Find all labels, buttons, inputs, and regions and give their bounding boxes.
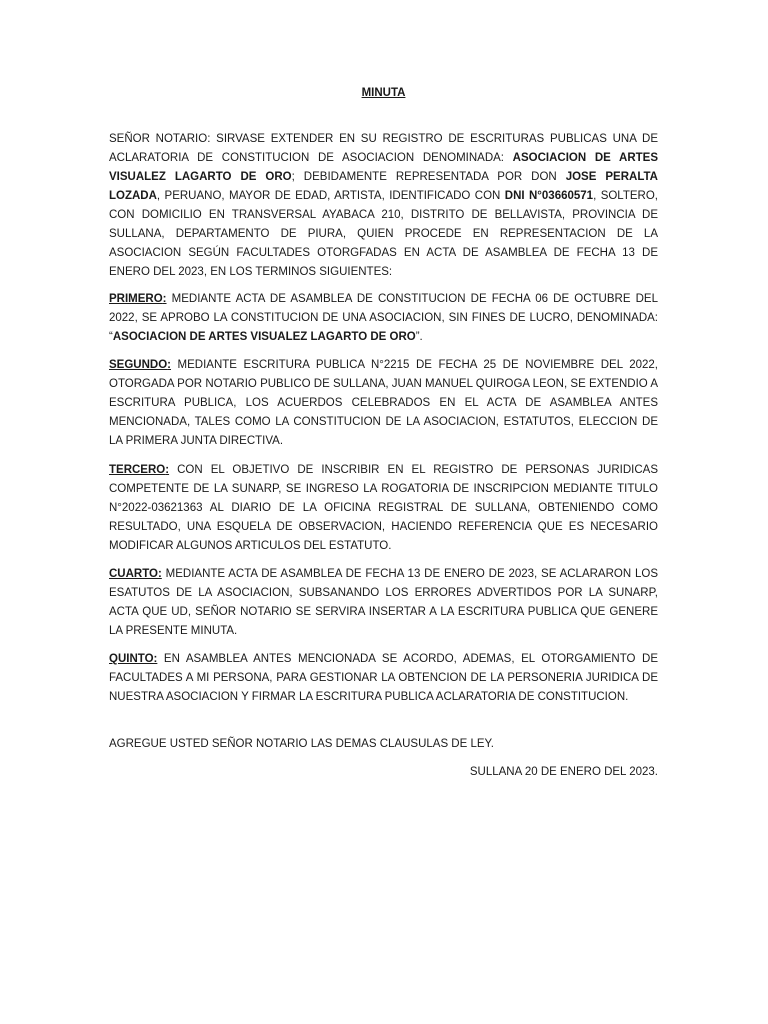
clause-primero-text-1: MEDIANTE ACTA DE ASAMBLEA DE CONSTITUCION DE FECHA 06 DE OCTUBRE DEL 2022, SE APROBO LA CONSTITUCION DE UNA ASOCIACION, SIN FINES DE LUCRO, DENOMINADA: “ [109, 293, 658, 343]
clause-cuarto-text: MEDIANTE ACTA DE ASAMBLEA DE FECHA 13 DE ENERO DE 2023, SE ACLARARON LOS ESATUTOS DE LA ASOCIACION, SUBSANANDO LOS ERRORES ADVERTIDOS POR LA SUNARP, ACTA QUE UD, SEÑOR NOTARIO SE SERVIRA INSERTAR A LA ESCRITURA PUBLICA QUE GENERE LA PRESENTE MINUTA. [109, 568, 658, 637]
representative-name: JOSE PERALTA LOZADA [109, 171, 658, 202]
clause-segundo-label: SEGUNDO: [109, 359, 171, 371]
clause-segundo [109, 356, 658, 451]
place-date: SULLANA 20 DE ENERO DEL 2023. [469, 766, 658, 778]
clause-tercero-text: CON EL OBJETIVO DE INSCRIBIR EN EL REGISTRO DE PERSONAS JURIDICAS COMPETENTE DE LA SUNARP, SE INGRESO LA ROGATORIA DE INSCRIPCION MEDIANTE TITULO N°2022-03621363 AL DIARIO DE LA OFICINA REGISTRAL DE SULLANA, OBTENIENDO COMO RESULTADO, UNA ESQUELA DE OBSERVACION, HACIENDO REFERENCIA QUE ES NECESARIO MODIFICAR ALGUNOS ARTICULOS DEL ESTATUTO. [109, 464, 658, 552]
clause-tercero-label: TERCERO: [109, 464, 170, 476]
intro-text-2: ; DEBIDAMENTE REPRESENTADA POR DON [291, 171, 566, 183]
clause-cuarto-label: CUARTO: [109, 568, 162, 580]
clause-primero-label: PRIMERO: [109, 293, 167, 305]
dni-number: DNI N°03660571 [504, 190, 594, 202]
clause-tercero [109, 461, 658, 556]
intro-text-4: , SOLTERO, CON DOMICILIO EN TRANSVERSAL AYABACA 210, DISTRITO DE BELLAVISTA, PROVINCIA DE SULLANA, DEPARTAMENTO DE PIURA, QUIEN PROCEDE EN REPRESENTACION DE LA ASOCIACION SEGÚN FACULTADES OTORGFADAS EN ACTA DE ASAMBLEA DE FECHA 13 DE ENERO DEL 2023, EN LOS TERMINOS SIGUIENTES: [109, 190, 658, 278]
association-name: ASOCIACION DE ARTES VISUALEZ LAGARTO DE ORO [109, 152, 659, 183]
clause-primero [109, 290, 658, 347]
clause-primero-association-name: ASOCIACION DE ARTES VISUALEZ LAGARTO DE ORO [112, 331, 416, 343]
closing-paragraph: AGREGUE USTED SEÑOR NOTARIO LAS DEMAS CLAUSULAS DE LEY. [109, 738, 494, 750]
clause-cuarto [109, 565, 658, 641]
clause-segundo-text: MEDIANTE ESCRITURA PUBLICA N°2215 DE FECHA 25 DE NOVIEMBRE DEL 2022, OTORGADA POR NOTARIO PUBLICO DE SULLANA, JUAN MANUEL QUIROGA LEON, SE EXTENDIO A ESCRITURA PUBLICA, LOS ACUERDOS CELEBRADOS EN EL ACTA DE ASAMBLEA ANTES MENCIONADA, TALES COMO LA CONSTITUCION DE LA ASOCIACION, ESTATUTOS, ELECCION DE LA PRIMERA JUNTA DIRECTIVA. [109, 359, 658, 447]
intro-text-1: SEÑOR NOTARIO: SIRVASE EXTENDER EN SU REGISTRO DE ESCRITURAS PUBLICAS UNA DE ACLARATORIA DE CONSTITUCION DE ASOCIACION DENOMINADA: [109, 133, 658, 164]
intro-paragraph [109, 130, 658, 282]
clause-quinto [109, 650, 658, 707]
clause-quinto-label: QUINTO: [109, 653, 158, 665]
clause-primero-text-2: ”. [415, 331, 423, 343]
clause-quinto-text: EN ASAMBLEA ANTES MENCIONADA SE ACORDO, ADEMAS, EL OTORGAMIENTO DE FACULTADES A MI PERSONA, PARA GESTIONAR LA OBTENCION DE LA PERSONERIA JURIDICA DE NUESTRA ASOCIACION Y FIRMAR LA ESCRITURA PUBLICA ACLARATORIA DE CONSTITUCION. [109, 653, 658, 703]
intro-text-3: , PERUANO, MAYOR DE EDAD, ARTISTA, IDENTIFICADO CON [156, 190, 505, 202]
document-title: MINUTA [361, 87, 406, 99]
